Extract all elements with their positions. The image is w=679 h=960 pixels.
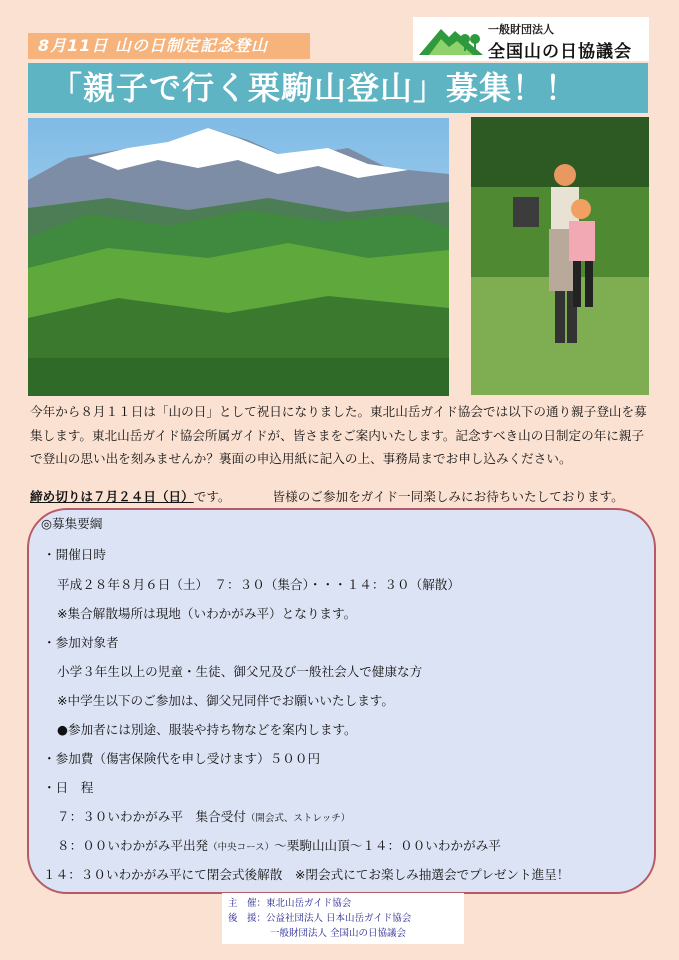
target-label: ・参加対象者 (43, 635, 119, 650)
schedule-item-2 (57, 837, 501, 857)
target-note-2: ●参加者には別途、服装や持ち物などを案内します。 (57, 722, 357, 737)
support-org-2: 一般財団法人 全国山の日協議会 (270, 928, 407, 939)
schedule-item-1-note: （開会式、ストレッチ） (245, 813, 351, 824)
details-heading: ◎募集要綱 (41, 516, 103, 531)
hikers-photo (471, 117, 649, 395)
date-banner: 8月11日 山の日制定記念登山 (28, 33, 310, 59)
target-value: 小学３年生以上の児童・生徒、御父兄及び一般社会人で健康な方 (57, 664, 423, 679)
sponsors-box (222, 893, 464, 944)
fee: ・参加費（傷害保険代を申し受けます）５００円 (43, 751, 321, 766)
support-label: 後 援： (228, 913, 267, 924)
organization-logo (413, 17, 649, 61)
support-org-1: 公益社団法人 日本山岳ガイド協会 (266, 913, 412, 924)
schedule-item-2-end: 〜栗駒山山頂〜１４：００いわかがみ平 (274, 838, 501, 853)
deadline-line (30, 486, 655, 508)
schedule-item-3: １４：３０いわかがみ平にて閉会式後解散 ※閉会式にてお楽しみ抽選会でプレゼント進呈！ (43, 867, 570, 882)
schedule-item-1-main: ７：３０いわかがみ平 集合受付 (57, 809, 246, 824)
host-label: 主 催： (228, 898, 267, 909)
page-title: 「親子で行く栗駒山登山」募集！！ (28, 63, 648, 113)
org-name: 全国山の日協議会 (488, 42, 632, 62)
mountain-landscape-photo (28, 118, 449, 396)
mountain-logo-icon (419, 23, 483, 55)
schedule-item-2-course: （中央コース） (208, 842, 275, 853)
date-note: ※集合解散場所は現地（いわかがみ平）となります。 (57, 606, 357, 621)
schedule-label: ・日 程 (43, 780, 94, 795)
schedule-item-1 (57, 808, 350, 828)
host-name: 東北山岳ガイド協会 (266, 898, 352, 909)
deadline-date: 締め切りは７月２４日（日） (30, 489, 194, 504)
date-label: ・開催日時 (43, 547, 106, 562)
target-note-1: ※中学生以下のご参加は、御父兄同伴でお願いいたします。 (57, 693, 394, 708)
intro-paragraph: 今年から８月１１日は「山の日」として祝日になりました。東北山岳ガイド協会では以下の通り親子登山を募集します。東北山岳ガイド協会所属ガイドが、皆さまをご案内いたします。記念すべき山の日制定の年に親子で登山の思い出を刻みませんか？裏面の申込用紙に記入の上、事務局までお申し込みください。 (30, 404, 647, 466)
closing-message: 皆様のご参加をガイド一同楽しみにお待ちいたしております。 (272, 489, 624, 504)
date-value: 平成２８年８月６日（土） ７：３０（集合）・・・１４：３０（解散） (57, 577, 460, 592)
schedule-item-2-start: ８：００いわかがみ平出発 (57, 838, 209, 853)
support-line (228, 911, 411, 926)
deadline-suffix: です。 (193, 489, 231, 504)
recruitment-details-panel (27, 508, 656, 894)
host-line (228, 896, 351, 911)
org-type: 一般財団法人 (488, 23, 554, 36)
